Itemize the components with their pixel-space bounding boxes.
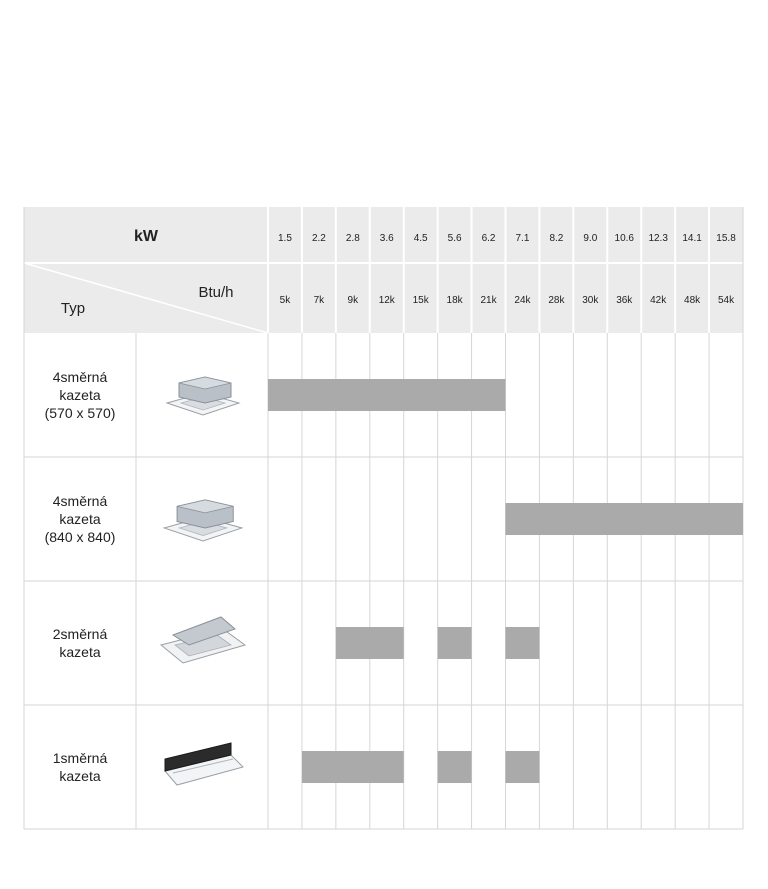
one-way-cassette-icon [165, 743, 243, 785]
row-label: kazeta [59, 511, 101, 527]
row-label: 4směrná [52, 493, 108, 509]
btu-tick-label: 48k [684, 295, 701, 306]
btu-label: Btu/h [198, 284, 234, 301]
kw-tick-label: 8.2 [549, 233, 564, 244]
btu-tick-label: 5k [279, 295, 291, 306]
btu-tick-label: 54k [717, 295, 735, 306]
kw-tick-label: 2.2 [311, 233, 326, 244]
btu-tick-label: 12k [378, 295, 395, 306]
btu-tick-label: 28k [548, 295, 565, 306]
row-label: (570 x 570) [44, 405, 116, 421]
capacity-bar [506, 627, 540, 659]
kw-tick-label: 14.1 [682, 233, 702, 244]
kw-tick-label: 15.8 [716, 233, 736, 244]
btu-tick-label: 30k [582, 295, 599, 306]
capacity-bar [268, 379, 506, 411]
capacity-bar [438, 627, 472, 659]
kw-tick-label: 12.3 [648, 233, 668, 244]
kw-tick-label: 7.1 [515, 233, 530, 244]
two-way-cassette-icon [161, 617, 245, 663]
row-label: (840 x 840) [44, 529, 116, 545]
four-way-cassette-570-icon [167, 377, 239, 415]
row-label: kazeta [59, 644, 101, 660]
kw-tick-label: 9.0 [583, 233, 598, 244]
type-label: Typ [60, 300, 86, 317]
kw-tick-label: 4.5 [413, 233, 428, 244]
kw-tick-label: 6.2 [481, 233, 496, 244]
kw-tick-label: 5.6 [447, 233, 462, 244]
btu-tick-label: 21k [480, 295, 497, 306]
capacity-bar [506, 503, 744, 535]
kw-tick-label: 2.8 [345, 233, 360, 244]
table-header [24, 207, 743, 333]
capacity-bar [506, 751, 540, 783]
btu-tick-label: 18k [446, 295, 463, 306]
row-label: 4směrná [52, 369, 108, 385]
kw-label: kW [134, 228, 158, 245]
kw-tick-label: 10.6 [614, 233, 634, 244]
kw-tick-label: 1.5 [278, 233, 292, 244]
btu-tick-label: 9k [347, 295, 359, 306]
capacity-bar [302, 751, 404, 783]
capacity-bar [336, 627, 404, 659]
row-label: 1směrná [52, 750, 108, 766]
btu-tick-label: 36k [616, 295, 633, 306]
btu-tick-label: 15k [412, 295, 429, 306]
btu-tick-label: 24k [514, 295, 531, 306]
four-way-cassette-840-icon [164, 500, 242, 541]
row-label: 2směrná [52, 626, 108, 642]
row-label: kazeta [59, 768, 101, 784]
btu-tick-label: 7k [313, 295, 325, 306]
capacity-bar [438, 751, 472, 783]
row-label: kazeta [59, 387, 101, 403]
kw-tick-label: 3.6 [379, 233, 394, 244]
btu-tick-label: 42k [650, 295, 667, 306]
